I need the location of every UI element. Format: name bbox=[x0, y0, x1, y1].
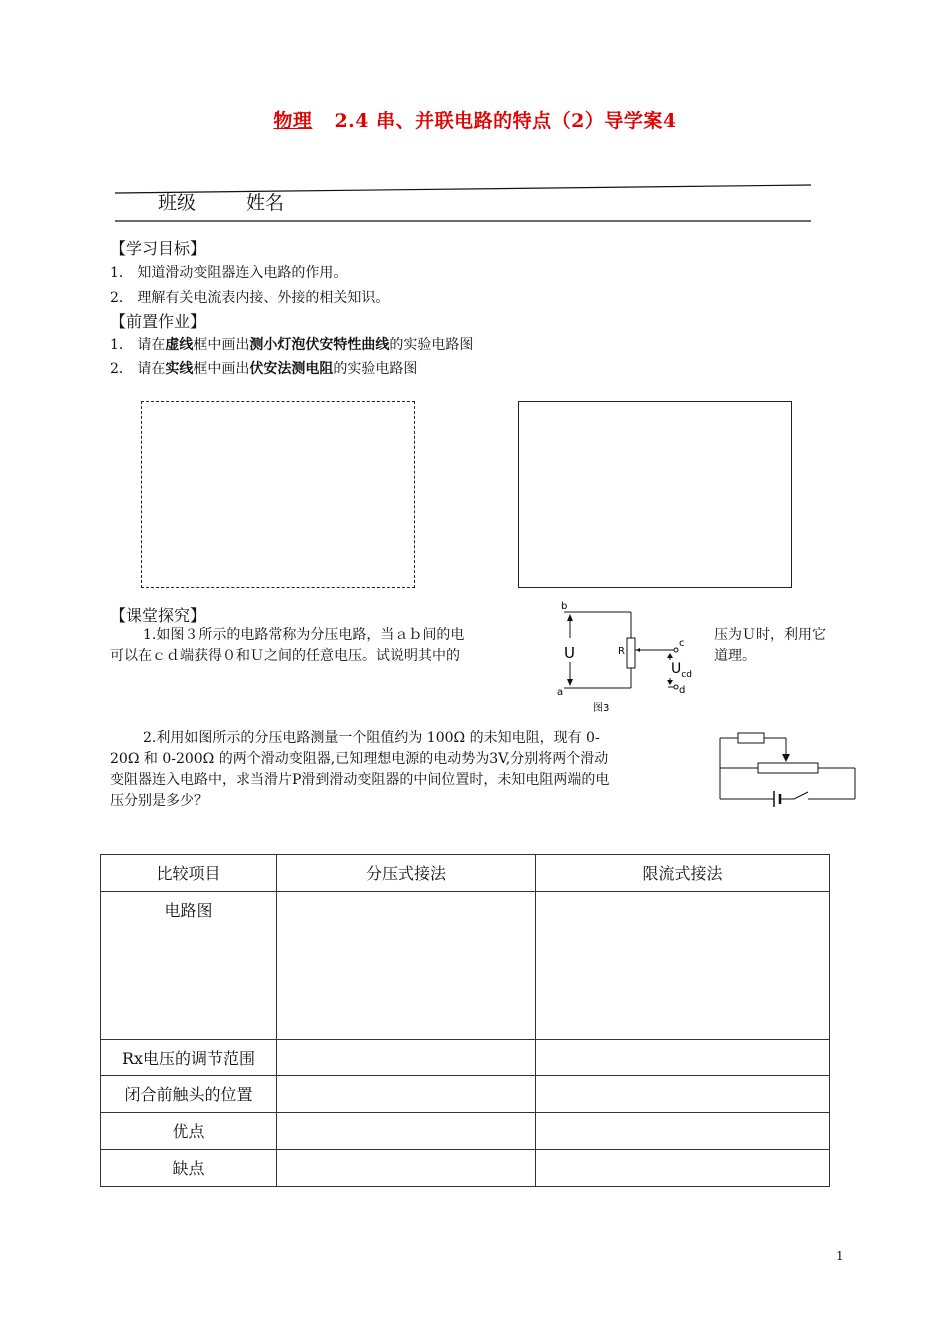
q1-line2-right: 道理。 bbox=[714, 648, 756, 664]
row-label-advantages: 优点 bbox=[101, 1113, 277, 1150]
table-row bbox=[101, 1076, 830, 1113]
prework-item-2: 2． 请在实线框中画出伏安法测电阻的实验电路图 bbox=[110, 361, 418, 377]
cell-empty[interactable] bbox=[536, 892, 830, 1040]
cell-empty[interactable] bbox=[277, 1150, 536, 1187]
label-Ucd: $U_{cd}$ bbox=[671, 661, 692, 680]
figure-3-divider-circuit bbox=[548, 598, 708, 718]
label-b: b bbox=[561, 601, 568, 612]
cell-empty[interactable] bbox=[277, 1113, 536, 1150]
u-arrow-down-head bbox=[567, 679, 573, 686]
rheostat bbox=[758, 763, 818, 773]
comparison-table bbox=[100, 854, 830, 1187]
row-label-rx-voltage-range: Rx电压的调节范围 bbox=[101, 1040, 277, 1076]
table-row bbox=[101, 1150, 830, 1187]
table-row bbox=[101, 892, 830, 1040]
solid-drawing-box bbox=[518, 401, 792, 588]
unknown-resistor-Rx bbox=[738, 733, 764, 743]
cell-empty[interactable] bbox=[277, 1076, 536, 1113]
row-label-disadvantages: 缺点 bbox=[101, 1150, 277, 1187]
objectives-heading: 【学习目标】 bbox=[110, 239, 207, 258]
q2-line-3: 变阻器连入电路中，求当滑片P滑到滑动变阻器的中间位置时，未知电阻两端的电 bbox=[110, 772, 610, 788]
label-R: R bbox=[618, 646, 625, 657]
q2-line-2: 20Ω 和 0-200Ω 的两个滑动变阻器,已知理想电源的电动势为3V,分别将两个滑动 bbox=[110, 751, 609, 767]
label-d: d bbox=[679, 685, 686, 696]
cell-empty[interactable] bbox=[277, 892, 536, 1040]
ucd-arrow-up-head bbox=[667, 653, 673, 658]
label-c: c bbox=[679, 638, 685, 649]
header-rules bbox=[0, 0, 950, 240]
objective-item-1: 1． 知道滑动变阻器连入电路的作用。 bbox=[110, 265, 348, 281]
top-rule bbox=[115, 185, 811, 193]
table-header-row bbox=[101, 855, 830, 892]
page-number: 1 bbox=[836, 1249, 844, 1263]
cell-empty[interactable] bbox=[536, 1040, 830, 1076]
table-row bbox=[101, 1040, 830, 1076]
cell-empty[interactable] bbox=[536, 1150, 830, 1187]
header-compare-item: 比较项目 bbox=[101, 855, 277, 892]
q1-line2-left: 可以在ｃｄ端获得０和Ｕ之间的任意电压。试说明其中的 bbox=[110, 648, 460, 664]
cell-empty[interactable] bbox=[277, 1040, 536, 1076]
resistor-R bbox=[627, 638, 635, 668]
q1-line1-right: 压为Ｕ时，利用它 bbox=[714, 627, 826, 643]
label-U: U bbox=[564, 644, 575, 662]
name-label: 姓名 bbox=[246, 192, 285, 214]
ucd-arrow-down-head bbox=[667, 680, 673, 685]
slider-arrow bbox=[782, 754, 790, 762]
row-label-contact-position: 闭合前触头的位置 bbox=[101, 1076, 277, 1113]
objective-item-2: 2． 理解有关电流表内接、外接的相关知识。 bbox=[110, 290, 390, 306]
row-label-circuit-diagram: 电路图 bbox=[101, 892, 277, 1040]
prework-item-1: 1． 请在虚线框中画出测小灯泡伏安特性曲线的实验电路图 bbox=[110, 337, 474, 353]
inquiry-heading: 【课堂探究】 bbox=[110, 606, 207, 625]
dashed-drawing-box bbox=[141, 401, 415, 588]
header-divider-method: 分压式接法 bbox=[277, 855, 536, 892]
switch-blade bbox=[794, 792, 808, 799]
prework-heading: 【前置作业】 bbox=[110, 312, 207, 331]
divider-measure-circuit bbox=[716, 726, 860, 810]
label-a: a bbox=[557, 687, 564, 698]
terminal-d bbox=[674, 685, 678, 689]
q2-line-1: 2.利用如图所示的分压电路测量一个阻值约为 100Ω 的未知电阻，现有 0- bbox=[143, 730, 600, 746]
q1-line1-left: 1.如图３所示的电路常称为分压电路，当ａｂ间的电 bbox=[143, 627, 465, 643]
figure-3-caption: 图3 bbox=[593, 703, 610, 714]
q2-line-4: 压分别是多少？ bbox=[110, 793, 208, 809]
cell-empty[interactable] bbox=[536, 1113, 830, 1150]
u-arrow-up-head bbox=[567, 614, 573, 621]
slider-arrow bbox=[636, 648, 640, 652]
cell-empty[interactable] bbox=[536, 1076, 830, 1113]
subject-label: 物理 bbox=[273, 110, 313, 132]
class-label: 班级 bbox=[158, 192, 197, 214]
terminal-c bbox=[674, 648, 678, 652]
header-current-limit-method: 限流式接法 bbox=[536, 855, 830, 892]
title-text: 2.4 串、并联电路的特点（2）导学案4 bbox=[334, 110, 677, 132]
table-row bbox=[101, 1113, 830, 1150]
